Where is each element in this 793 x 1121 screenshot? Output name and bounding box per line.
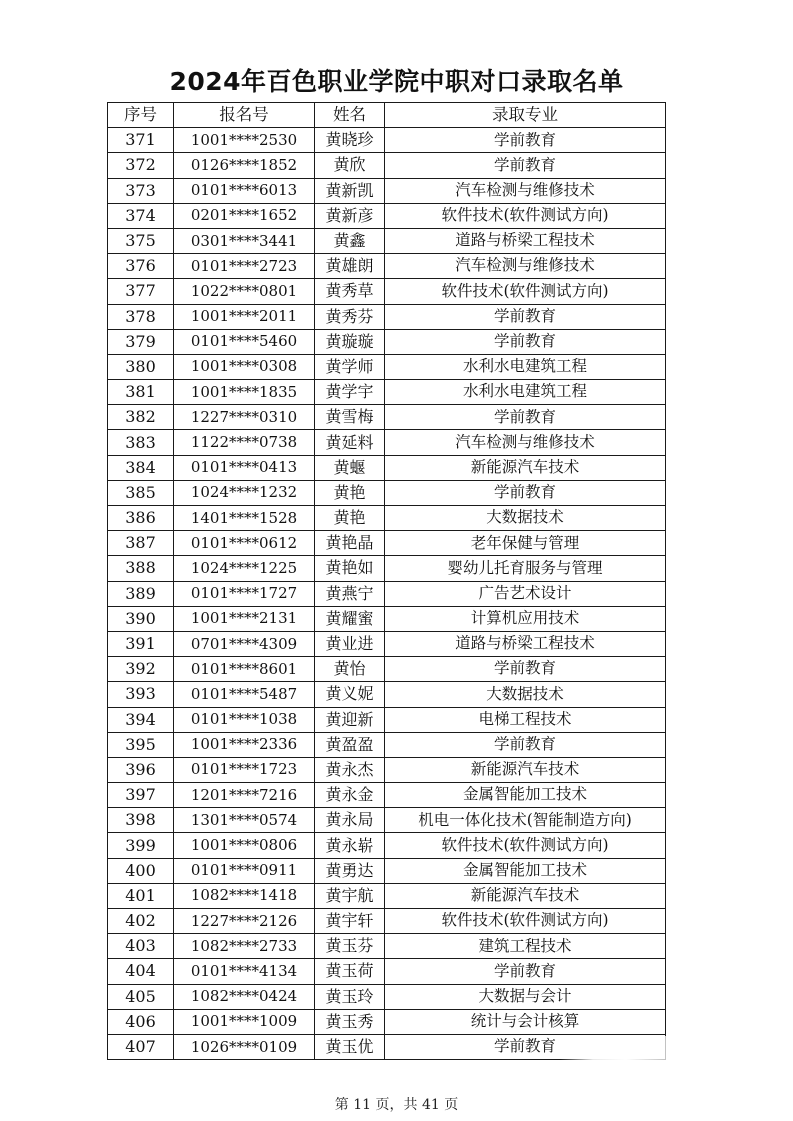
cell-major: 大数据技术 [385, 506, 666, 531]
cell-registration-number: 0101****4134 [174, 959, 315, 984]
cell-name: 黄晓珍 [315, 128, 385, 153]
cell-registration-number: 0101****0612 [174, 531, 315, 556]
header-major: 录取专业 [385, 103, 666, 128]
cell-name: 黄延料 [315, 430, 385, 455]
cell-name: 黄业进 [315, 631, 385, 656]
cell-serial-number: 394 [108, 707, 174, 732]
cell-registration-number: 1082****0424 [174, 984, 315, 1009]
table-row [108, 581, 666, 606]
cell-registration-number: 1082****1418 [174, 883, 315, 908]
table-row [108, 707, 666, 732]
cell-serial-number: 390 [108, 606, 174, 631]
table-row [108, 354, 666, 379]
table-row [108, 455, 666, 480]
table-row [108, 732, 666, 757]
cell-name: 黄鑫 [315, 228, 385, 253]
table-row [108, 380, 666, 405]
cell-registration-number: 1201****7216 [174, 783, 315, 808]
cell-name: 黄耀蜜 [315, 606, 385, 631]
cell-name: 黄欣 [315, 153, 385, 178]
cell-registration-number: 1026****0109 [174, 1034, 315, 1059]
document-title: 2024年百色职业学院中职对口录取名单 [169, 67, 624, 96]
cell-registration-number: 1001****1835 [174, 380, 315, 405]
cell-registration-number: 0101****1723 [174, 757, 315, 782]
cell-name: 黄怡 [315, 657, 385, 682]
table-row [108, 531, 666, 556]
cell-major: 学前教育 [385, 153, 666, 178]
cell-registration-number: 1024****1232 [174, 480, 315, 505]
cell-name: 黄艳如 [315, 556, 385, 581]
cell-registration-number: 0101****5460 [174, 329, 315, 354]
cell-major: 学前教育 [385, 329, 666, 354]
cell-serial-number: 373 [108, 178, 174, 203]
cell-major: 学前教育 [385, 128, 666, 153]
cell-serial-number: 377 [108, 279, 174, 304]
cell-name: 黄玉秀 [315, 1009, 385, 1034]
cell-serial-number: 375 [108, 228, 174, 253]
cell-registration-number: 1001****2530 [174, 128, 315, 153]
cell-registration-number: 0101****6013 [174, 178, 315, 203]
cell-serial-number: 392 [108, 657, 174, 682]
table-row [108, 606, 666, 631]
scan-smudge [560, 1036, 670, 1062]
table-row [108, 203, 666, 228]
cell-registration-number: 0101****1727 [174, 581, 315, 606]
table-body [108, 128, 666, 1060]
table-row [108, 833, 666, 858]
cell-registration-number: 1401****1528 [174, 506, 315, 531]
cell-serial-number: 395 [108, 732, 174, 757]
cell-serial-number: 384 [108, 455, 174, 480]
table-row [108, 329, 666, 354]
table-row [108, 304, 666, 329]
cell-serial-number: 406 [108, 1009, 174, 1034]
cell-major: 金属智能加工技术 [385, 783, 666, 808]
cell-registration-number: 0101****2723 [174, 254, 315, 279]
table-row [108, 808, 666, 833]
table-row [108, 909, 666, 934]
cell-registration-number: 0301****3441 [174, 228, 315, 253]
table-row [108, 128, 666, 153]
table-row [108, 1009, 666, 1034]
cell-registration-number: 1001****0806 [174, 833, 315, 858]
cell-major: 大数据技术 [385, 682, 666, 707]
cell-registration-number: 1122****0738 [174, 430, 315, 455]
cell-serial-number: 380 [108, 354, 174, 379]
cell-major: 新能源汽车技术 [385, 883, 666, 908]
cell-serial-number: 405 [108, 984, 174, 1009]
cell-serial-number: 381 [108, 380, 174, 405]
cell-serial-number: 401 [108, 883, 174, 908]
cell-registration-number: 1082****2733 [174, 934, 315, 959]
cell-major: 新能源汽车技术 [385, 757, 666, 782]
cell-serial-number: 396 [108, 757, 174, 782]
cell-serial-number: 402 [108, 909, 174, 934]
cell-name: 黄璇璇 [315, 329, 385, 354]
cell-name: 黄秀芬 [315, 304, 385, 329]
table-row [108, 783, 666, 808]
cell-name: 黄玉玲 [315, 984, 385, 1009]
cell-registration-number: 0101****5487 [174, 682, 315, 707]
table-row [108, 254, 666, 279]
cell-major: 婴幼儿托育服务与管理 [385, 556, 666, 581]
cell-name: 黄蝘 [315, 455, 385, 480]
cell-name: 黄宇航 [315, 883, 385, 908]
header-registration-number: 报名号 [174, 103, 315, 128]
cell-registration-number: 1301****0574 [174, 808, 315, 833]
table-row [108, 178, 666, 203]
cell-major: 学前教育 [385, 304, 666, 329]
cell-registration-number: 1227****0310 [174, 405, 315, 430]
cell-name: 黄秀草 [315, 279, 385, 304]
cell-name: 黄雄朗 [315, 254, 385, 279]
cell-serial-number: 407 [108, 1034, 174, 1059]
cell-serial-number: 382 [108, 405, 174, 430]
cell-registration-number: 1024****1225 [174, 556, 315, 581]
cell-registration-number: 1001****2011 [174, 304, 315, 329]
cell-name: 黄盈盈 [315, 732, 385, 757]
table-row [108, 228, 666, 253]
cell-major: 机电一体化技术(智能制造方向) [385, 808, 666, 833]
cell-name: 黄永杰 [315, 757, 385, 782]
cell-name: 黄新凯 [315, 178, 385, 203]
cell-serial-number: 378 [108, 304, 174, 329]
cell-serial-number: 393 [108, 682, 174, 707]
cell-name: 黄艳晶 [315, 531, 385, 556]
cell-name: 黄永局 [315, 808, 385, 833]
table-row [108, 883, 666, 908]
table-header [108, 103, 666, 128]
cell-registration-number: 0101****0413 [174, 455, 315, 480]
cell-major: 软件技术(软件测试方向) [385, 279, 666, 304]
cell-major: 汽车检测与维修技术 [385, 254, 666, 279]
cell-major: 水利水电建筑工程 [385, 380, 666, 405]
cell-major: 软件技术(软件测试方向) [385, 833, 666, 858]
cell-registration-number: 1001****2336 [174, 732, 315, 757]
table-row [108, 858, 666, 883]
cell-name: 黄义妮 [315, 682, 385, 707]
cell-name: 黄迎新 [315, 707, 385, 732]
cell-major: 学前教育 [385, 959, 666, 984]
cell-serial-number: 374 [108, 203, 174, 228]
cell-major: 汽车检测与维修技术 [385, 178, 666, 203]
cell-serial-number: 403 [108, 934, 174, 959]
cell-serial-number: 397 [108, 783, 174, 808]
header-row [108, 103, 666, 128]
table-row [108, 405, 666, 430]
cell-major: 电梯工程技术 [385, 707, 666, 732]
cell-name: 黄玉优 [315, 1034, 385, 1059]
table-row [108, 480, 666, 505]
cell-name: 黄学宇 [315, 380, 385, 405]
cell-serial-number: 391 [108, 631, 174, 656]
table-row [108, 959, 666, 984]
cell-serial-number: 399 [108, 833, 174, 858]
cell-major: 老年保健与管理 [385, 531, 666, 556]
cell-registration-number: 0101****8601 [174, 657, 315, 682]
cell-registration-number: 1001****2131 [174, 606, 315, 631]
cell-serial-number: 388 [108, 556, 174, 581]
table-row [108, 279, 666, 304]
cell-registration-number: 1022****0801 [174, 279, 315, 304]
cell-name: 黄玉荷 [315, 959, 385, 984]
cell-major: 学前教育 [385, 405, 666, 430]
cell-registration-number: 0201****1652 [174, 203, 315, 228]
cell-major: 计算机应用技术 [385, 606, 666, 631]
cell-major: 建筑工程技术 [385, 934, 666, 959]
cell-serial-number: 379 [108, 329, 174, 354]
cell-major: 学前教育 [385, 480, 666, 505]
cell-serial-number: 389 [108, 581, 174, 606]
table-row [108, 506, 666, 531]
table-row [108, 757, 666, 782]
table-row [108, 682, 666, 707]
cell-serial-number: 385 [108, 480, 174, 505]
cell-serial-number: 404 [108, 959, 174, 984]
admission-table [107, 102, 666, 1060]
cell-serial-number: 372 [108, 153, 174, 178]
cell-major: 学前教育 [385, 657, 666, 682]
cell-major: 金属智能加工技术 [385, 858, 666, 883]
cell-major: 汽车检测与维修技术 [385, 430, 666, 455]
cell-serial-number: 387 [108, 531, 174, 556]
cell-name: 黄勇达 [315, 858, 385, 883]
cell-name: 黄玉芬 [315, 934, 385, 959]
cell-registration-number: 0101****1038 [174, 707, 315, 732]
table-row [108, 631, 666, 656]
cell-registration-number: 1001****1009 [174, 1009, 315, 1034]
cell-registration-number: 0126****1852 [174, 153, 315, 178]
cell-registration-number: 0101****0911 [174, 858, 315, 883]
cell-major: 学前教育 [385, 732, 666, 757]
table-row [108, 153, 666, 178]
cell-registration-number: 1001****0308 [174, 354, 315, 379]
cell-serial-number: 386 [108, 506, 174, 531]
page-footer: 第 11 页，共 41 页 [334, 1097, 459, 1113]
cell-name: 黄艳 [315, 480, 385, 505]
cell-major: 软件技术(软件测试方向) [385, 203, 666, 228]
cell-name: 黄新彦 [315, 203, 385, 228]
header-serial-number: 序号 [108, 103, 174, 128]
header-name: 姓名 [315, 103, 385, 128]
cell-serial-number: 383 [108, 430, 174, 455]
cell-major: 大数据与会计 [385, 984, 666, 1009]
cell-serial-number: 376 [108, 254, 174, 279]
cell-name: 黄学师 [315, 354, 385, 379]
cell-name: 黄艳 [315, 506, 385, 531]
table-row [108, 556, 666, 581]
cell-name: 黄永崭 [315, 833, 385, 858]
cell-serial-number: 400 [108, 858, 174, 883]
table-row [108, 430, 666, 455]
cell-major: 统计与会计核算 [385, 1009, 666, 1034]
cell-major: 软件技术(软件测试方向) [385, 909, 666, 934]
table-row [108, 657, 666, 682]
cell-major: 新能源汽车技术 [385, 455, 666, 480]
table-row [108, 984, 666, 1009]
cell-major: 学前教育 [385, 1034, 666, 1059]
cell-serial-number: 398 [108, 808, 174, 833]
cell-name: 黄永金 [315, 783, 385, 808]
cell-serial-number: 371 [108, 128, 174, 153]
cell-registration-number: 0701****4309 [174, 631, 315, 656]
cell-name: 黄燕宁 [315, 581, 385, 606]
cell-major: 广告艺术设计 [385, 581, 666, 606]
cell-major: 水利水电建筑工程 [385, 354, 666, 379]
cell-major: 道路与桥梁工程技术 [385, 631, 666, 656]
cell-name: 黄雪梅 [315, 405, 385, 430]
cell-major: 道路与桥梁工程技术 [385, 228, 666, 253]
cell-registration-number: 1227****2126 [174, 909, 315, 934]
table-row [108, 934, 666, 959]
cell-name: 黄宇轩 [315, 909, 385, 934]
